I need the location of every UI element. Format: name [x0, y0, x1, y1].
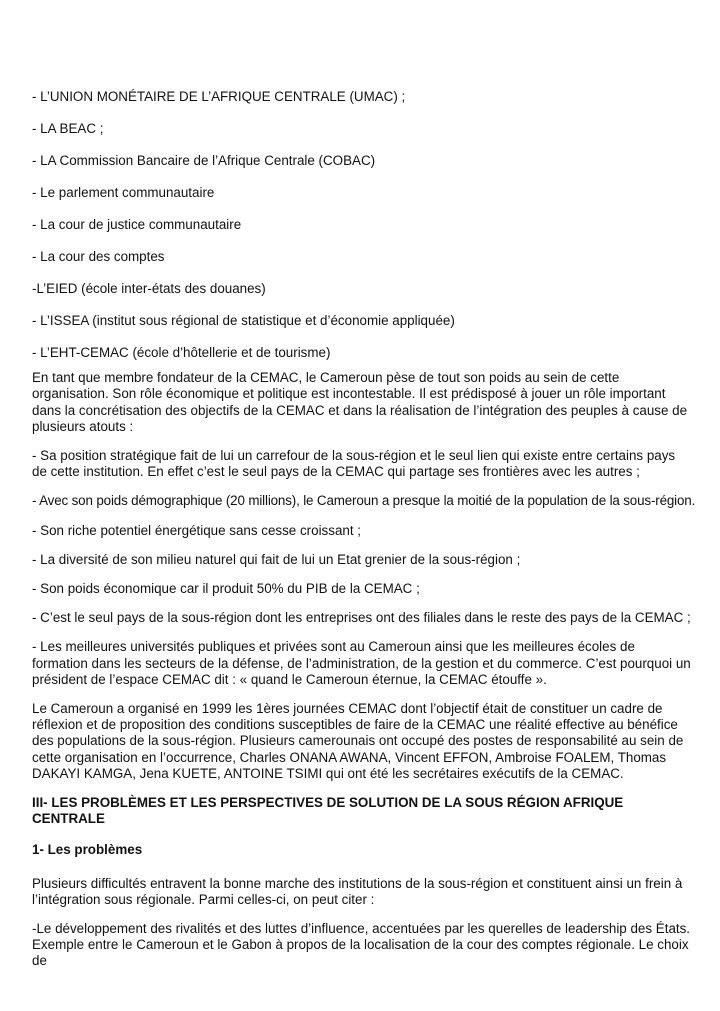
list-item: - La cour de justice communautaire: [32, 217, 242, 232]
list-item: - LA Commission Bancaire de l’Afrique Centrale (COBAC): [32, 153, 376, 168]
list-item: - L’EHT-CEMAC (école d’hôtellerie et de tourisme): [32, 345, 331, 360]
list-item: - Le parlement communautaire: [32, 185, 215, 200]
cemac-institutions-list: [32, 0, 692, 361]
paragraph-difficultes: Plusieurs difficultés entravent la bonne marche des institutions de la sous-région et constituent ainsi un frein à l’intégration sous régionale. Parmi celles-ci, on peut citer :: [32, 875, 683, 907]
subsection-heading: 1- Les problèmes: [32, 842, 143, 858]
list-item: - Avec son poids démographique (20 millions), le Cameroun a presque la moitié de la population de la sous-région.: [32, 493, 696, 509]
list-item: - C’est le seul pays de la sous-région dont les entreprises ont des filiales dans le reste des pays de la CEMAC ;: [32, 610, 691, 626]
list-item: - Son riche potentiel énergétique sans cesse croissant ;: [32, 522, 361, 538]
atouts-list: [32, 448, 696, 688]
list-item: - Son poids économique car il produit 50% du PIB de la CEMAC ;: [32, 581, 420, 597]
list-item: - Sa position stratégique fait de lui un carrefour de la sous-région et le seul lien qui existe entre certains pays de cette institution. En effet c’est le seul pays de la CEMAC qui partage ses frontières avec les autres ;: [32, 448, 676, 480]
list-item: - LA BEAC ;: [32, 121, 104, 136]
list-item: - L’ISSEA (institut sous régional de statistique et d’économie appliquée): [32, 313, 455, 328]
list-item: -L’EIED (école inter-états des douanes): [32, 281, 266, 296]
paragraph-role-cameroun: En tant que membre fondateur de la CEMAC, le Cameroun pèse de tout son poids au sein de cette organisation. Son rôle économique et politique est incontestable. Il est prédisposé à jouer un rôle important dans la concrétisation des objectifs de la CEMAC et dans la réalisation de l’intégration des peuples à cause de plusieurs atouts :: [32, 370, 688, 434]
list-item: - L’UNION MONÉTAIRE DE L’AFRIQUE CENTRALE (UMAC) ;: [32, 89, 406, 104]
paragraph-rivalites: -Le développement des rivalités et des luttes d’influence, accentuées par les querelles de leadership des États. Exemple entre le Cameroun et le Gabon à propos de la localisation de la cour des comptes régionale. Le choix de: [32, 921, 691, 969]
section-heading: III- LES PROBLÈMES ET LES PERSPECTIVES DE SOLUTION DE LA SOUS RÉGION AFRIQUE CENTRALE: [32, 795, 624, 827]
list-item: - La diversité de son milieu naturel qui fait de lui un Etat grenier de la sous-région ;: [32, 551, 521, 567]
list-item: - La cour des comptes: [32, 249, 165, 264]
paragraph-journees-cemac: Le Cameroun a organisé en 1999 les 1ères journées CEMAC dont l’objectif était de constituer un cadre de réflexion et de proposition des conditions susceptibles de faire de la CEMAC une réalité effective au bénéfice des populations de la sous-région. Plusieurs camerounais ont occupé des postes de responsabilité au sein de cette organisation en l’occurrence, Charles ONANA AWANA, Vincent EFFON, Ambroise FOALEM, Thomas DAKAYI KAMGA, Jena KUETE, ANTOINE TSIMI qui ont été les secrétaires exécutifs de la CEMAC.: [32, 701, 684, 781]
list-item: - Les meilleures universités publiques et privées sont au Cameroun ainsi que les meilleures écoles de formation dans les secteurs de la défense, de l’administration, de la gestion et du commerce. C’est pourquoi un président de l’espace CEMAC dit : « quand le Cameroun éternue, la CEMAC étouffe ».: [32, 639, 691, 687]
